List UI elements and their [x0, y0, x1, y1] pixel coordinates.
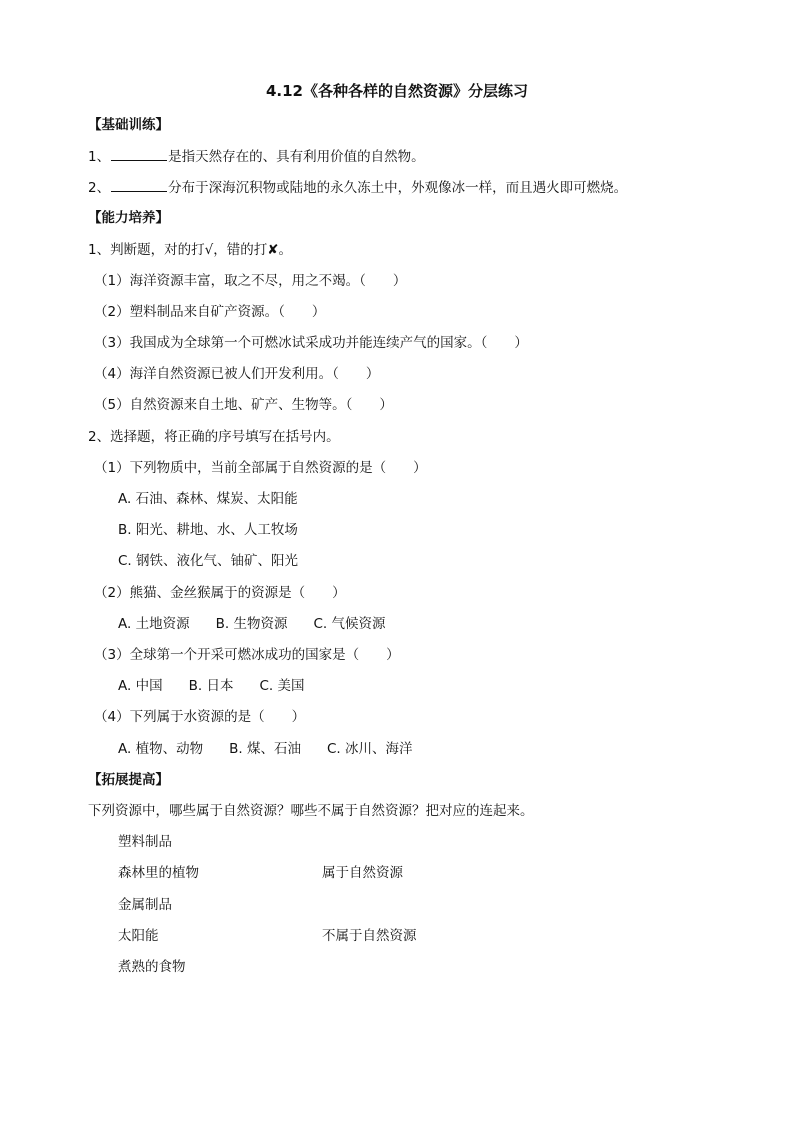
match-left-item-3[interactable]: 金属制品 [118, 897, 172, 913]
question-number: 2、 [88, 180, 111, 196]
choice-q1-option-c: C. 钢铁、液化气、铀矿、阳光 [118, 553, 299, 569]
question-text: 分布于深海沉积物或陆地的永久冻土中，外观像冰一样，而且遇火即可燃烧。 [168, 180, 628, 196]
choice-q2-options [118, 614, 385, 634]
judge-item-1: （1）海洋资源丰富，取之不尽，用之不竭。（ ） [94, 273, 407, 289]
option-b: B. 煤、石油 [229, 741, 301, 757]
choice-q4-stem: （4）下列属于水资源的是（ ） [94, 709, 306, 725]
option-a: A. 中国 [118, 678, 163, 694]
judge-item-3: （3）我国成为全球第一个可燃冰试采成功并能连续产气的国家。（ ） [94, 335, 528, 351]
judge-item-5: （5）自然资源来自土地、矿产、生物等。（ ） [94, 397, 393, 413]
choice-q3-stem: （3）全球第一个开采可燃冰成功的国家是（ ） [94, 647, 400, 663]
question-number: 1、 [88, 149, 111, 165]
choice-q1-option-b: B. 阳光、耕地、水、人工牧场 [118, 522, 298, 538]
question-text: 是指天然存在的、具有利用价值的自然物。 [168, 149, 425, 165]
fill-blank[interactable] [111, 177, 167, 192]
basic-question-1 [88, 146, 425, 167]
option-a: A. 植物、动物 [118, 741, 204, 757]
match-right-item-1[interactable]: 属于自然资源 [322, 865, 403, 881]
judge-heading: 1、判断题，对的打√，错的打✘。 [88, 242, 293, 258]
choice-heading: 2、选择题，将正确的序号填写在括号内。 [88, 429, 340, 445]
judge-item-2: （2）塑料制品来自矿产资源。（ ） [94, 304, 326, 320]
choice-q1-stem: （1）下列物质中，当前全部属于自然资源的是（ ） [94, 460, 427, 476]
option-b: B. 日本 [188, 678, 234, 694]
option-a: A. 土地资源 [118, 616, 190, 632]
match-right-item-2[interactable]: 不属于自然资源 [322, 928, 417, 944]
page-title: 4.12《各种各样的自然资源》分层练习 [265, 82, 528, 100]
choice-q1-option-a: A. 石油、森林、煤炭、太阳能 [118, 491, 298, 507]
fill-blank[interactable] [111, 146, 167, 161]
judge-item-4: （4）海洋自然资源已被人们开发利用。（ ） [94, 366, 380, 382]
option-c: C. 冰川、海洋 [326, 741, 413, 757]
option-b: B. 生物资源 [215, 616, 288, 632]
option-c: C. 美国 [259, 678, 305, 694]
section-ability-heading: 【能力培养】 [88, 210, 169, 226]
section-basic-heading: 【基础训练】 [88, 117, 169, 133]
match-left-item-1[interactable]: 塑料制品 [118, 834, 172, 850]
choice-q4-options [118, 739, 412, 759]
basic-question-2 [88, 177, 627, 198]
section-extend-heading: 【拓展提高】 [88, 772, 169, 788]
match-left-item-5[interactable]: 煮熟的食物 [118, 959, 186, 975]
option-c: C. 气候资源 [313, 616, 386, 632]
choice-q3-options [118, 676, 304, 696]
match-left-item-2[interactable]: 森林里的植物 [118, 865, 199, 881]
choice-q2-stem: （2）熊猫、金丝猴属于的资源是（ ） [94, 585, 346, 601]
match-left-item-4[interactable]: 太阳能 [118, 928, 159, 944]
match-instruction: 下列资源中，哪些属于自然资源？哪些不属于自然资源？把对应的连起来。 [88, 803, 534, 819]
